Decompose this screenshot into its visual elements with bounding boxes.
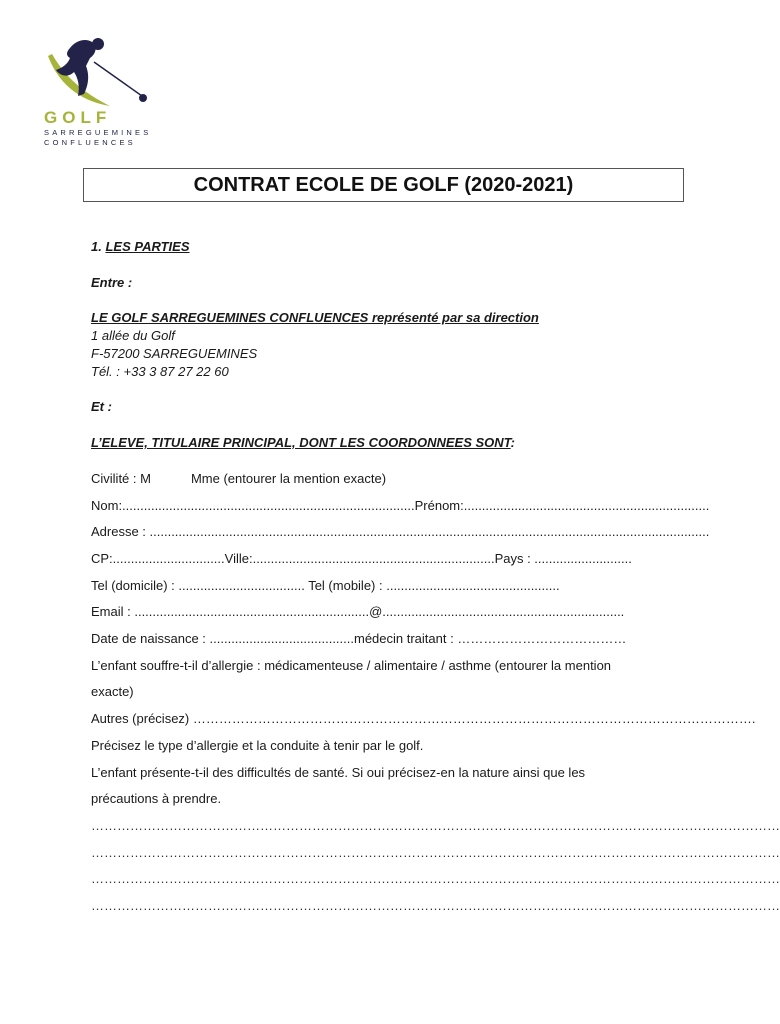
dotted-answer-line[interactable]: ……………………………………………………………………………………………………………………………………………: [91, 845, 780, 860]
entre-label: Entre :: [91, 275, 133, 290]
sante-question-cont: précautions à prendre.: [91, 791, 222, 806]
club-name: LE GOLF SARREGUEMINES CONFLUENCES représenté par sa direction: [91, 310, 539, 325]
club-phone: Tél. : +33 3 87 27 22 60: [91, 364, 229, 379]
sante-question: L’enfant présente-t-il des difficultés de santé. Si oui précisez-en la nature ainsi que les: [91, 765, 586, 780]
nom-prenom-field[interactable]: Nom:.................................................................................Prénom:....................................................................: [91, 498, 710, 513]
eleve-heading-colon: :: [510, 435, 515, 450]
adresse-field[interactable]: Adresse : ...........................................................................................................................................................: [91, 524, 710, 539]
civilite-options: Mme (entourer la mention exacte): [190, 471, 387, 486]
title-box: [83, 168, 684, 202]
civilite-row: [91, 471, 386, 486]
section-number: 1.: [91, 239, 106, 254]
telephone-field[interactable]: Tel (domicile) : ................................... Tel (mobile) : ................................................: [91, 578, 560, 593]
dotted-answer-line[interactable]: ……………………………………………………………………………………………………………………………………………: [91, 818, 780, 833]
email-field[interactable]: Email : .................................................................@...................................................................: [91, 604, 625, 619]
autres-field[interactable]: Autres (précisez) ………………………………………………………………………………………………………………….: [91, 711, 756, 726]
dotted-answer-line[interactable]: ……………………………………………………………………………………………………………………………………………: [91, 898, 780, 913]
allergie-question: L’enfant souffre-t-il d’allergie : médicamenteuse / alimentaire / asthme (entourer la mention: [91, 658, 612, 673]
logo-word: GOLF: [44, 108, 112, 127]
cp-ville-pays-field[interactable]: CP:...............................Ville:...................................................................Pays : ...........................: [91, 551, 632, 566]
naissance-medecin-field[interactable]: Date de naissance : ........................................médecin traitant : …………………………………: [91, 631, 627, 646]
allergie-question-cont: exacte): [91, 684, 134, 699]
eleve-heading-text: L’ELEVE, TITULAIRE PRINCIPAL, DONT LES COORDONNEES SONT: [91, 435, 511, 450]
section-heading: [91, 239, 190, 254]
dotted-answer-line[interactable]: ……………………………………………………………………………………………………………………………………………: [91, 871, 780, 886]
logo-subtitle-1: SARREGUEMINES: [44, 128, 152, 137]
logo-subtitle-2: CONFLUENCES: [44, 138, 136, 147]
type-allergie-text: Précisez le type d’allergie et la conduite à tenir par le golf.: [91, 738, 424, 753]
eleve-heading: [91, 435, 515, 450]
club-address-2: F-57200 SARREGUEMINES: [91, 346, 258, 361]
page-title: CONTRAT ECOLE DE GOLF (2020-2021): [193, 173, 574, 196]
et-label: Et :: [91, 399, 112, 414]
golfer-icon: [40, 36, 150, 116]
club-address-1: 1 allée du Golf: [91, 328, 175, 343]
logo-text: [44, 108, 151, 148]
civilite-label: Civilité : M: [91, 471, 151, 486]
section-label: LES PARTIES: [105, 239, 190, 254]
